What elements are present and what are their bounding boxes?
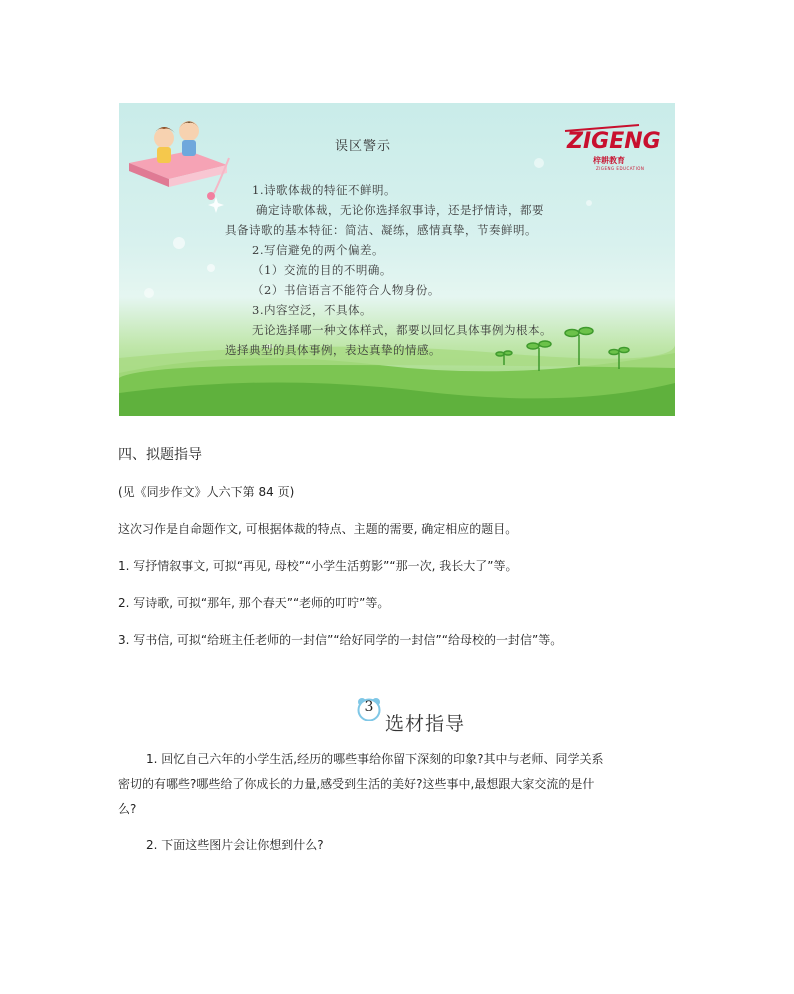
section-number: 3 — [364, 699, 374, 715]
intro-paragraph: 这次习作是自命题作文, 可根据体裁的特点、主题的需要, 确定相应的题目。 — [118, 522, 518, 536]
logo-name: 梓耕教育 — [593, 156, 625, 165]
section-title: 选材指导 — [385, 713, 466, 735]
paragraph-1-line-2: 密切的有哪些?哪些给了你成长的力量,感受到生活的美好?这些事中,最想跟大家交流的是什 — [118, 777, 595, 791]
banner-line-7: 3.内容空泛，不具体。 — [252, 303, 372, 317]
section-heading-4: 四、拟题指导 — [118, 447, 202, 463]
banner-line-4: 2.写信避免的两个偏差。 — [252, 243, 384, 257]
list-item: 3. 写书信, 可拟“给班主任老师的一封信”“给好同学的一封信”“给母校的一封信”等。 — [118, 633, 563, 647]
banner-line-6: （2）书信语言不能符合人物身份。 — [252, 283, 440, 297]
book-kids-illustration — [129, 121, 229, 200]
warning-banner — [119, 103, 675, 416]
svg-text:ZIGENG: ZIGENG — [567, 129, 661, 154]
banner-title: 误区警示 — [335, 139, 392, 154]
banner-line-1: 1.诗歌体裁的特征不鲜明。 — [252, 183, 396, 197]
banner-line-9: 选择典型的具体事例，表达真挚的情感。 — [225, 343, 441, 357]
list-item: 2. 写诗歌, 可拟“那年, 那个春天”“老师的叮咛”等。 — [118, 596, 390, 610]
reference-note: (见《同步作文》人六下第 84 页) — [118, 485, 295, 499]
banner-line-3: 具备诗歌的基本特征：简洁、凝练，感情真挚，节奏鲜明。 — [225, 223, 537, 237]
banner-line-8: 无论选择哪一种文体样式，都要以回忆具体事例为根本。 — [252, 323, 552, 337]
section-number-badge — [357, 697, 381, 721]
paragraph-1-line-1: 1. 回忆自己六年的小学生活,经历的哪些事给你留下深刻的印象?其中与老师、同学关系 — [146, 752, 604, 766]
banner-background — [119, 103, 675, 416]
list-item: 1. 写抒情叙事文, 可拟“再见, 母校”“小学生活剪影”“那一次, 我长大了”等。 — [118, 559, 518, 573]
banner-line-5: （1）交流的目的不明确。 — [252, 263, 392, 277]
logo-subtitle: ZIGENG EDUCATION — [596, 166, 645, 171]
zigeng-logo — [565, 125, 661, 154]
paragraph-1-line-3: 么? — [118, 802, 137, 816]
banner-line-2: 确定诗歌体裁，无论你选择叙事诗，还是抒情诗，都要 — [256, 203, 544, 217]
paragraph-2: 2. 下面这些图片会让你想到什么? — [146, 838, 324, 852]
